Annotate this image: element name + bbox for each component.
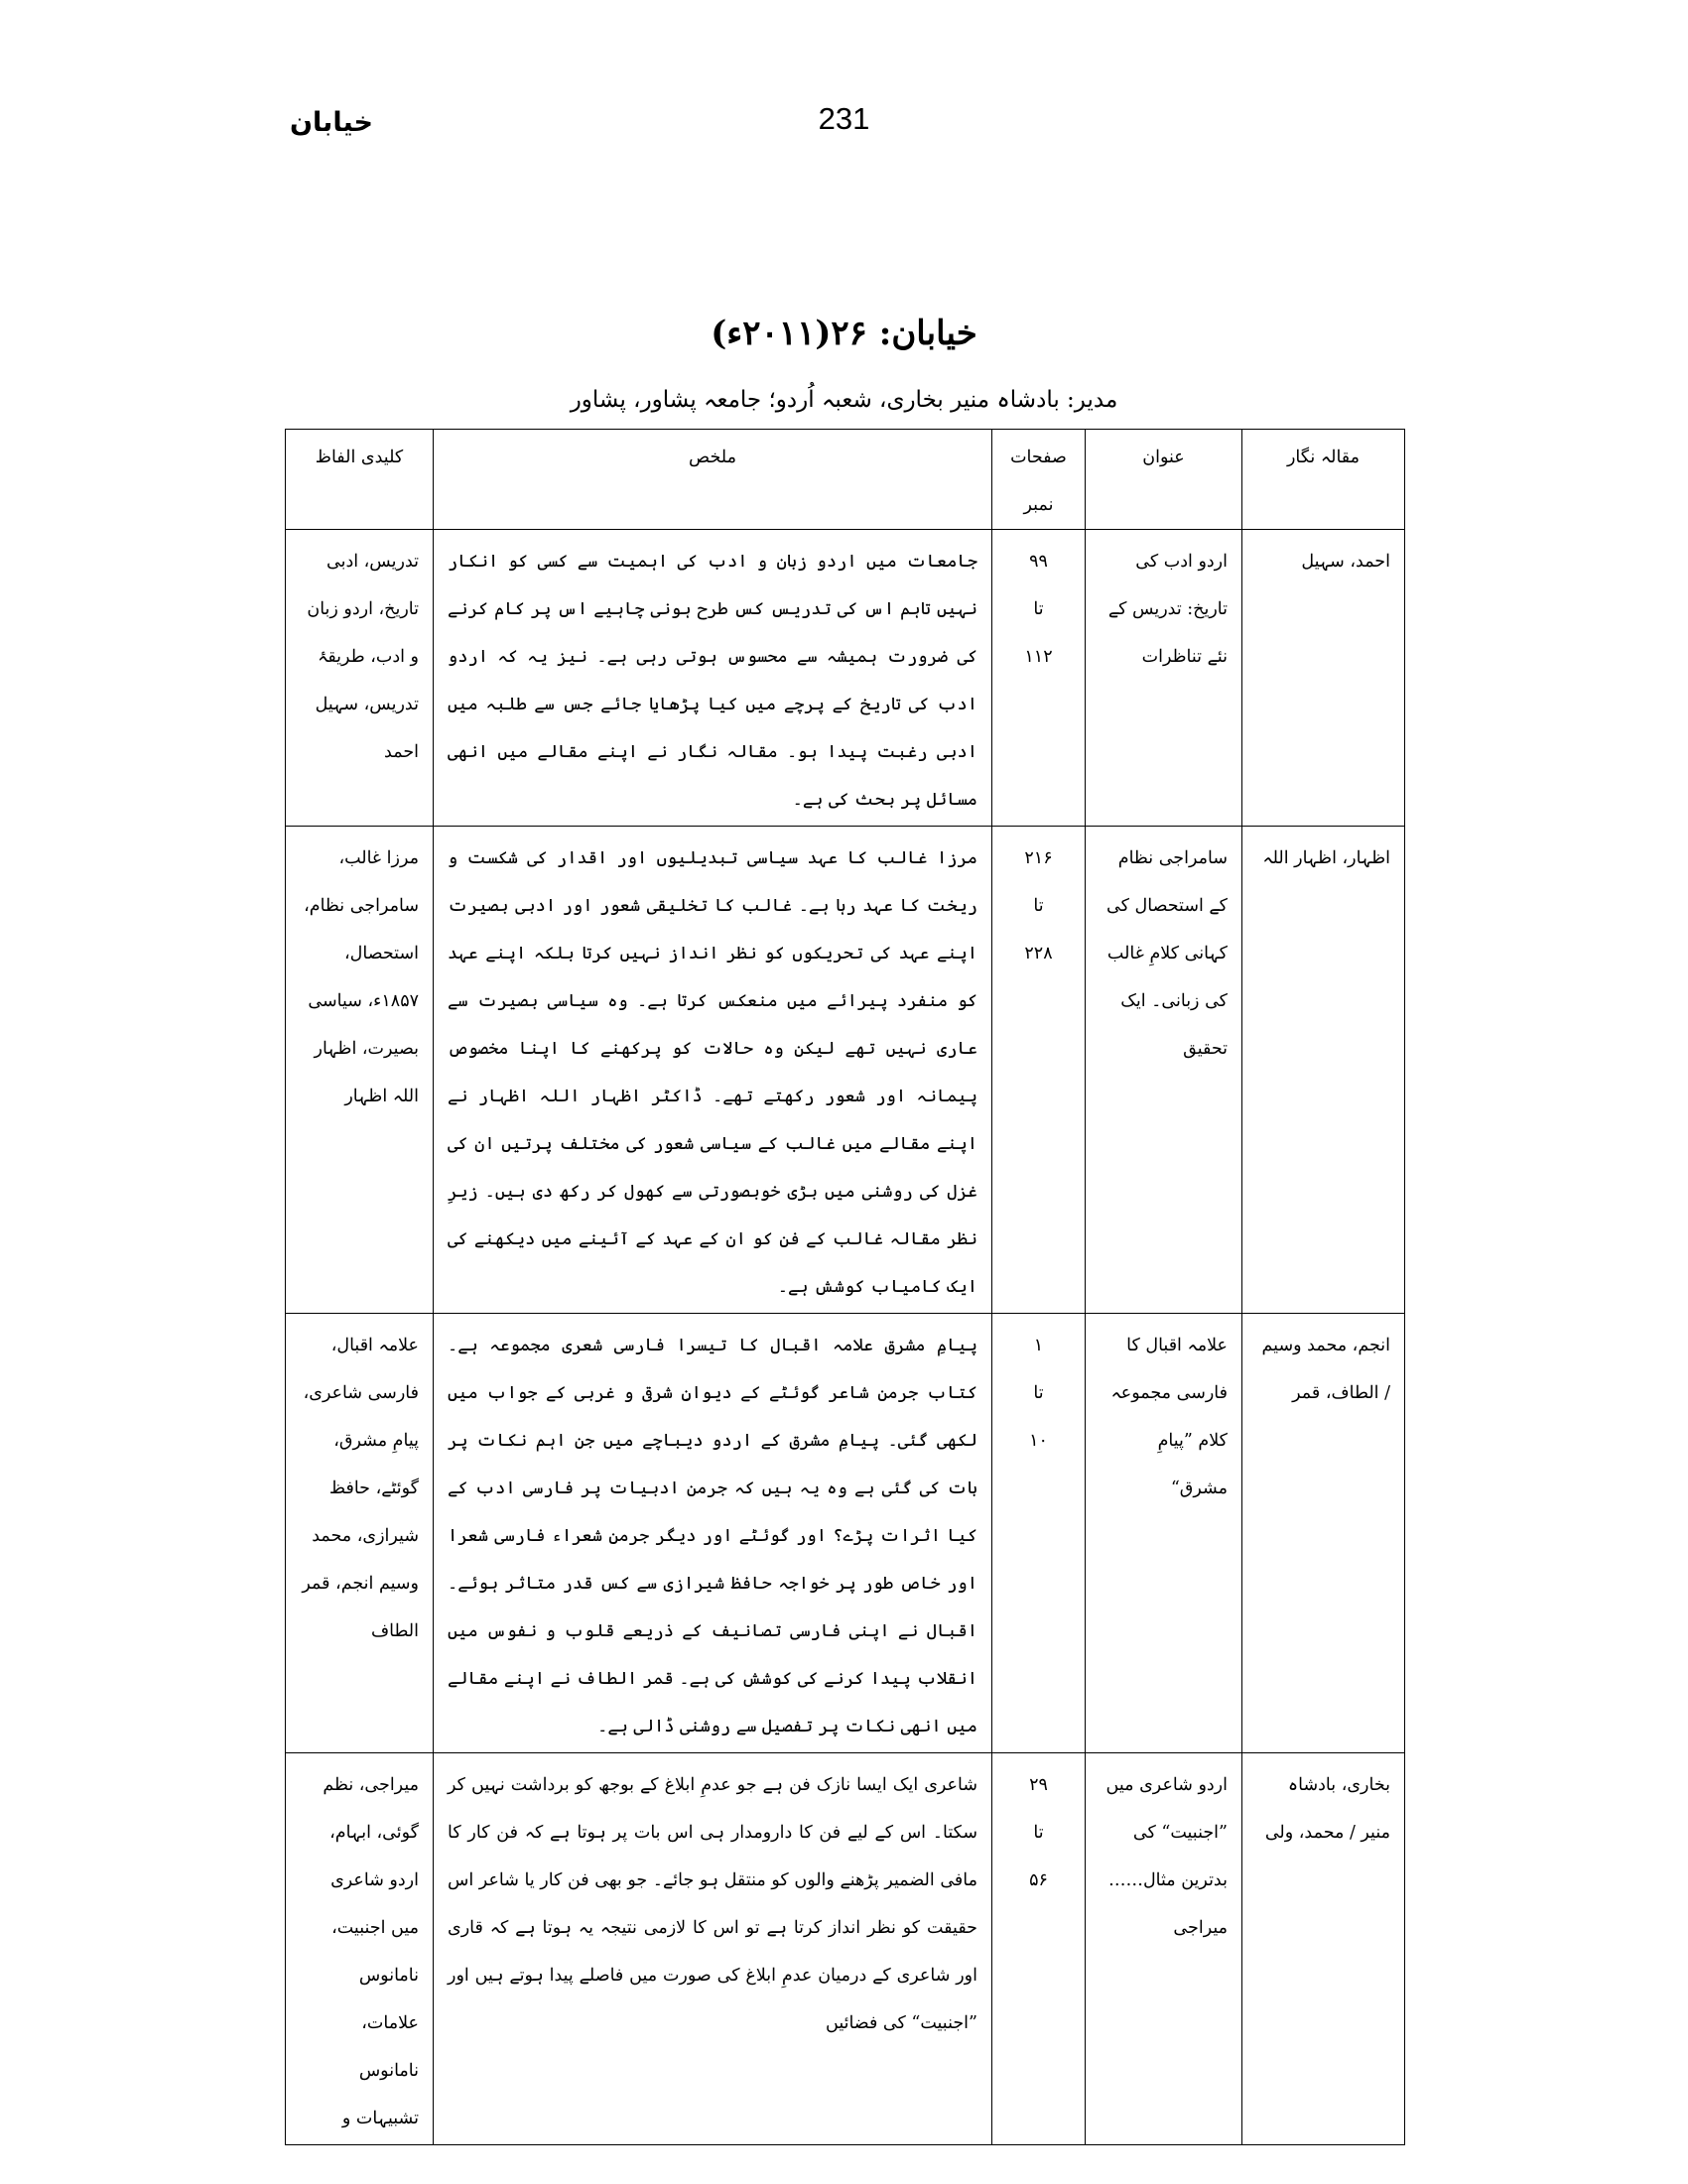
editor-line: مدیر: بادشاہ منیر بخاری، شعبہ اُردو؛ جامعہ پشاور، پشاور: [570, 387, 1118, 413]
table-row: [286, 530, 1405, 827]
cell-keywords: میراجی، نظم گوئی، ابہام، اردو شاعری میں اجنبیت، نامانوس علامات، نامانوس تشبیہات و: [286, 1753, 434, 2145]
page-range-separator: تا: [1033, 1823, 1044, 1843]
header-abstract: ملخص: [434, 430, 992, 530]
table-row: [286, 1753, 1405, 2145]
table-row: [286, 1314, 1405, 1753]
page-start: ۱: [1033, 1336, 1044, 1355]
page-range-separator: تا: [1033, 896, 1044, 916]
cell-pages: [992, 827, 1086, 1314]
table-header-row: [286, 430, 1405, 530]
page-start: ۲۹: [1029, 1775, 1048, 1795]
cell-title: سامراجی نظام کے استحصال کی کہانی کلامِ غالب کی زبانی۔ ایک تحقیق: [1086, 827, 1242, 1314]
header-title: عنوان: [1086, 430, 1242, 530]
cell-author: بخاری، بادشاہ منیر / محمد، ولی: [1242, 1753, 1405, 2145]
table-row: [286, 827, 1405, 1314]
page-end: ۱۰: [1029, 1431, 1048, 1451]
header-author: مقالہ نگار: [1242, 430, 1405, 530]
cell-pages: [992, 530, 1086, 827]
issue-title: خیابان: ۲۶(۲۰۱۱ء): [711, 314, 977, 353]
page-number: 231: [818, 101, 870, 136]
page-end: ۵۶: [1029, 1870, 1048, 1890]
page-range-separator: تا: [1033, 1383, 1044, 1403]
cell-pages: [992, 1314, 1086, 1753]
cell-abstract: پیامِ مشرق علامہ اقبال کا تیسرا فارسی شعری مجموعہ ہے۔ کتاب جرمن شاعر گوئٹے کے دیوانِ شرقی و غربی کے جواب میں لکھی گئی۔ پیامِ مشرق کے اردو دیباچے میں جن اہم نکات پر بات کی گئی ہے وہ یہ ہیں کہ جرمن ادبیات پر فارسی ادب کے کیا اثرات پڑے؟ اور گوئٹے اور دیگر جرمن شعراء فارسی شعرا اور خاص طور پر خواجہ حافظ شیرازی سے کس قدر متاثر ہوئے۔ اقبال نے اپنی فارسی تصانیف کے ذریعے قلوب و نفوس میں انقلاب پیدا کرنے کی کوشش کی ہے۔ قمر الطاف نے اپنے مقالے میں انھی نکات پر تفصیل سے روشنی ڈالی ہے۔: [434, 1314, 992, 1753]
article-index-table: [285, 429, 1405, 2145]
journal-running-title: خیابان: [290, 107, 373, 138]
cell-title: اردو ادب کی تاریخ: تدریس کے نئے تناظرات: [1086, 530, 1242, 827]
cell-abstract: جامعات میں اردو زبان و ادب کی اہمیت سے کسی کو انکار نہیں تاہم اس کی تدریس کس طرح ہونی چاہیے اس پر کام کرنے کی ضرورت ہمیشہ سے محسوس ہوتی رہی ہے۔ نیز یہ کہ اردو ادب کی تاریخ کے پرچے میں کیا پڑھایا جائے جس سے طلبہ میں ادبی رغبت پیدا ہو۔ مقالہ نگار نے اپنے مقالے میں انھی مسائل پر بحث کی ہے۔: [434, 530, 992, 827]
cell-author: احمد، سہیل: [1242, 530, 1405, 827]
cell-pages: [992, 1753, 1086, 2145]
cell-keywords: مرزا غالب، سامراجی نظام، استحصال، ۱۸۵۷ء، سیاسی بصیرت، اظہار اللہ اظہار: [286, 827, 434, 1314]
cell-abstract: مرزا غالب کا عہد سیاسی تبدیلیوں اور اقدار کی شکست و ریخت کا عہد رہا ہے۔ غالب کا تخلیقی شعور اور ادبی بصیرت اپنے عہد کی تحریکوں کو نظر انداز نہیں کرتا بلکہ اپنے عہد کو منفرد پیرائے میں منعکس کرتا ہے۔ وہ سیاسی بصیرت سے عاری نہیں تھے لیکن وہ حالات کو پرکھنے کا اپنا مخصوص پیمانہ اور شعور رکھتے تھے۔ ڈاکٹر اظہار اللہ اظہار نے اپنے مقالے میں غالب کے سیاسی شعور کی مختلف پرتیں ان کی غزل کی روشنی میں بڑی خوبصورتی سے کھول کر رکھ دی ہیں۔ زیرِ نظر مقالہ غالب کے فن کو ان کے عہد کے آئینے میں دیکھنے کی ایک کامیاب کوشش ہے۔: [434, 827, 992, 1314]
cell-title: علامہ اقبال کا فارسی مجموعہ کلام ”پیامِ مشرق“: [1086, 1314, 1242, 1753]
cell-abstract: شاعری ایک ایسا نازک فن ہے جو عدمِ ابلاغ کے بوجھ کو برداشت نہیں کر سکتا۔ اس کے لیے فن کا دارومدار ہی اس بات پر ہوتا ہے کہ فن کار کا مافی الضمیر پڑھنے والوں کو منتقل ہو جائے۔ جو بھی فن کار یا شاعر اس حقیقت کو نظر انداز کرتا ہے تو اس کا لازمی نتیجہ یہ ہوتا ہے کہ قاری اور شاعری کے درمیان عدمِ ابلاغ کی صورت میں فاصلے پیدا ہوتے ہیں اور ”اجنبیت“ کی فضائیں: [434, 1753, 992, 2145]
page-range-separator: تا: [1033, 599, 1044, 619]
page-end: ۱۱۲: [1024, 647, 1053, 667]
page-start: ۹۹: [1029, 552, 1048, 572]
cell-title: اردو شاعری میں ”اجنبیت“ کی بدترین مثال…… میراجی: [1086, 1753, 1242, 2145]
cell-author: اظہار، اظہار اللہ: [1242, 827, 1405, 1314]
cell-author: انجم، محمد وسیم / الطاف، قمر: [1242, 1314, 1405, 1753]
header-keywords: کلیدی الفاظ: [286, 430, 434, 530]
header-pages: صفحات نمبر: [992, 430, 1086, 530]
page-end: ۲۲۸: [1024, 944, 1053, 964]
page-start: ۲۱۶: [1024, 848, 1053, 868]
cell-keywords: علامہ اقبال، فارسی شاعری، پیامِ مشرق، گوئٹے، حافظ شیرازی، محمد وسیم انجم، قمر الطاف: [286, 1314, 434, 1753]
cell-keywords: تدریس، ادبی تاریخ، اردو زبان و ادب، طریقۂ تدریس، سہیل احمد: [286, 530, 434, 827]
